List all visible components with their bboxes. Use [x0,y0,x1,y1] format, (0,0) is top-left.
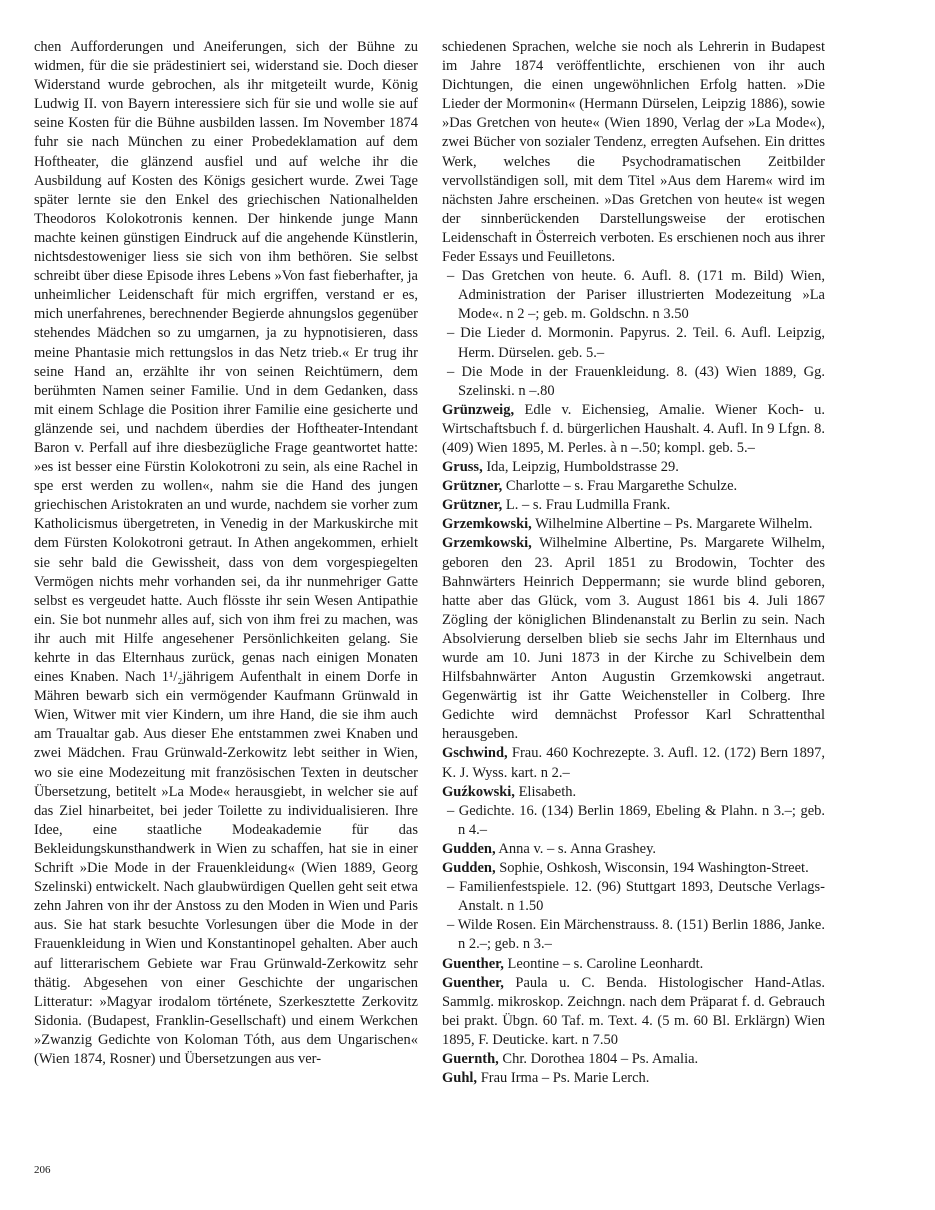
entry-text: – Wilde Rosen. Ein Märchenstrauss. 8. (151) Berlin 1886, Janke. n 2.–; geb. n 3.– [447,917,825,953]
entry-headword: Guhl, [442,1070,478,1087]
author-entry [442,477,825,496]
author-entry [442,955,825,974]
entry-text: Frau. 460 Kochrezepte. 3. Aufl. 12. (172) Bern 1897, K. J. Wyss. kart. n 2.– [442,745,825,781]
author-entry [442,496,825,515]
entry-headword: Grzemkowski, [442,516,532,533]
left-column [34,38,418,1069]
entry-text: Wilhelmine Albertine, Ps. Margarete Wilhelm, geboren den 23. April 1851 zu Brodowin, Tochter des Bahnwärters Heinrich Deppermann; sie wurde blind geboren, hatte aber das Glück, vom 3. August 1861 bis 4. Juli 1867 Zögling der königlichen Blindenanstalt zu Berlin zu sein. Nach Absolvierung derselben blieb sie sechs Jahr im Elternhaus und wurde am 10. Juni 1873 in der Kirche zu Schivelbein dem Hilfsbahnwärter Anton Augustin Grzemkowski angetraut. Gegenwärtig ist ihr Gatte Weichensteller in Colberg. Ihre Gedichte wird demnächst Professor Karl Schrattenthal herausgeben. [442,535,825,743]
entry-text: Elisabeth. [514,783,577,800]
entry-text: Frau Irma – Ps. Marie Lerch. [477,1070,650,1087]
entry-headword: Grützner, [442,497,503,514]
entry-text: Leontine – s. Caroline Leonhardt. [503,955,704,972]
entry-text: – Gedichte. 16. (134) Berlin 1869, Ebeling & Plahn. n 3.–; geb. n 4.– [447,802,825,838]
work-entry [442,363,825,401]
author-entry [442,1069,825,1088]
entry-text: Chr. Dorothea 1804 – Ps. Amalia. [498,1050,699,1067]
entry-text: – Die Mode in der Frauenkleidung. 8. (43) Wien 1889, Gg. Szelinski. n –.80 [447,363,825,399]
entry-text: Anna v. – s. Anna Grashey. [495,840,657,857]
author-entry [442,974,825,1050]
author-entry [442,534,825,744]
author-entry [442,859,825,878]
right-column [442,38,825,1088]
work-entry [442,324,825,362]
author-entry [442,515,825,534]
entry-text: L. – s. Frau Ludmilla Frank. [502,497,671,514]
work-entry [442,916,825,954]
work-entry [442,802,825,840]
entry-text: – Familienfestspiele. 12. (96) Stuttgart 1893, Deutsche Verlags-Anstalt. n 1.50 [447,879,825,915]
biography-text: chen Aufforderungen und Aneiferungen, sich der Bühne zu widmen, für die sie prädestiniert sei, widerstand sie. Doch dieser Widerstand wurde gebrochen, als ihr mitgeteilt wurde, König Ludwig II. von Bayern interessiere sich für sie und wolle sie auf seine Kosten für die Bühne ausbilden lassen. Im November 1874 fuhr sie nach München zu einer Probedeklamation auf dem Hoftheater, die glänzend ausfiel und auf welche ihr die Ausbildung auf Kosten des Königs gesichert wurde. Zwei Tage später lernte sie den Enkel des griechischen Nationalhelden Theodoros Kolokotronis kennen. Der hinkende junge Mann machte keinen günstigen Eindruck auf die angehende Künstlerin, nichtsdestoweniger liess sie sich von ihm bethören. Sie selbst schreibt über diese Episode ihres Lebens »Von fast fieberhafter, ja unheimlicher Leidenschaft für mich ergriffen, verstand er es, mich unerfahrenes, berechnender Begierde ahnungslos gegenüber stehendes Mädchen so zu umgarnen, ja zu hypnotisieren, dass meine Phantasie mich rettungslos in das Netz trieb.« Er trug ihr seine Hand an, erzählte ihr von seinen Reichtümern, dem berühmten Namen seiner Familie. Und in dem Gedanken, dass mit einem Schlage die Position ihrer Familie eine gesicherte und glänzende sei, und nachdem überdies der Hoftheater-Intendant Baron v. Perfall auf ihre diesbezügliche Frage geantwortet hatte: »es ist besser eine Fürstin Kolokotroni zu sein, als eine Rachel in spe erst werden zu wollen«, nahm sie die Hand des jungen griechischen Aristokraten an und wurde, nachdem sie vorher zum Katholicismus übergetreten, in Venedig in der Markuskirche mit dem Fürsten Kolokotroni getraut. In Athen angekommen, erhielt sie sehr bald die Gewissheit, dass von dem vorgespiegelten Vermögen nichts mehr vorhanden sei, da ihr nunmehriger Gatte selbst es vergeudet hatte. Auch flösste ihr sein Wesen Antipathie ein. Sie bot nunmehr alles auf, sich von ihm frei zu machen, was ihr auch mit Hilfe angesehener Persönlichkeiten gelang. Sie kehrte in das Elternhaus zurück, genas nach einigen Monaten eines Knaben. Nach 1¹/₂jährigem Aufenthalt in einem Dorfe in Mähren bewarb sich ein vermögender Kaufmann Grünwald in Wien, Witwer mit vier Kindern, um ihre Hand, die sie ihm auch am Traualtar gab. Aus dieser Ehe entstammen zwei Knaben und zwei Mädchen. Frau Grünwald-Zerkowitz lebt seither in Wien, wo sie eine Modezeitung mit französischen Texten in deutscher Übersetzung, betitelt »La Mode« herausgiebt, in welcher sie auf das Ziel hinarbeitet, bei jeder Toilette zu individualisieren. Ihre Idee, eine staatliche Modeakademie für das Bekleidungskunsthandwerk in Wien zu schaffen, hat sie in einer Schrift »Die Mode in der Frauenkleidung« (Wien 1889, Georg Szelinski) entwickelt. Nach glaubwürdigen Quellen geht seit etwa zehn Jahren von ihr der Anstoss zu den Moden in Wien und Paris aus. Sie hat stark besuchte Vorlesungen über die Mode in der Frauenkleidung in Wien und Konstantinopel gehalten. Aber auch auf litterarischem Gebiete war Frau Grünwald-Zerkowitz sehr thätig. Abgesehen von einer Geschichte der ungarischen Litteratur: »Magyar irodalom története, Szerkesztette Zerkovitz Sidonia. (Budapest, Franklin-Gesellschaft) und einem Werkchen »Zwanzig Gedichte von Koloman Tóth, aus dem Ungarischen« (Wien 1874, Rosner) und Übersetzungen aus ver- [34,39,418,1067]
entry-text: Paula u. C. Benda. Histologischer Hand-Atlas. Sammlg. mikroskop. Zeichngn. nach dem Präparat f. d. Gebrauch bei prakt. Übgn. 60 Taf. m. Text. 4. (5 m. 60 Bl. Erklärgn) Wien 1895, F. Deuticke. kart. n 7.50 [442,974,825,1048]
entry-list [442,267,825,1088]
work-entry [442,267,825,324]
author-entry [442,783,825,802]
author-entry [442,458,825,477]
entry-text: Edle v. Eichensieg, Amalie. Wiener Koch- u. Wirtschaftsbuch f. d. bürgerlichen Haushalt. 4. Aufl. In 9 Lfgn. 8. (409) Wien 1895, M. Perles. à n –.50; kompl. geb. 5.– [442,401,825,456]
entry-headword: Guenther, [442,974,504,991]
entry-headword: Gudden, [442,840,496,857]
entry-headword: Gschwind, [442,745,508,762]
author-entry [442,744,825,782]
entry-text: Wilhelmine Albertine – Ps. Margarete Wilhelm. [531,516,813,533]
author-entry [442,840,825,859]
entry-text: – Das Gretchen von heute. 6. Aufl. 8. (171 m. Bild) Wien, Administration der Pariser illustrierten Modezeitung »La Mode«. n 2 –; geb. m. Goldschn. n 3.50 [447,268,825,323]
entry-headword: Grünzweig, [442,401,515,418]
author-entry [442,401,825,458]
entry-text: Ida, Leipzig, Humboldstrasse 29. [482,459,679,476]
work-entry [442,878,825,916]
entry-text: – Die Lieder d. Mormonin. Papyrus. 2. Teil. 6. Aufl. Leipzig, Herm. Dürselen. geb. 5.– [447,325,825,361]
entry-text: Charlotte – s. Frau Margarethe Schulze. [502,478,738,495]
entry-headword: Grzemkowski, [442,535,532,552]
entry-text: Sophie, Oshkosh, Wisconsin, 194 Washington-Street. [495,860,809,877]
entry-headword: Grützner, [442,478,503,495]
entry-headword: Guernth, [442,1050,499,1067]
page-number: 206 [34,1164,51,1176]
entry-headword: Guenther, [442,955,504,972]
author-entry [442,1050,825,1069]
entry-headword: Gruss, [442,459,483,476]
entry-headword: Gudden, [442,860,496,877]
entry-headword: Guźkowski, [442,783,515,800]
biography-continuation: schiedenen Sprachen, welche sie noch als Lehrerin in Budapest im Jahre 1874 veröffentlichte, erschienen von ihr auch Dichtungen, die einen ungewöhnlichen Erfolg hatten. »Die Lieder der Mormonin« (Hermann Dürselen, Leipzig 1886), sowie »Das Gretchen von heute« (Wien 1890, Verlag der »La Mode«), zwei Bücher von sozialer Tendenz, erregten Aufsehen. Ein drittes Werk, welches die Psychodramatischen Zeitbilder vervollständigen soll, mit dem Titel »Aus dem Harem« wird im nächsten Jahre erscheinen. »Das Gretchen von heute« ist wegen der sinnberückenden Darstellungsweise der erotischen Leidenschaft in Österreich verboten. Es erschienen noch aus ihrer Feder Essays und Feuilletons. [442,39,825,266]
